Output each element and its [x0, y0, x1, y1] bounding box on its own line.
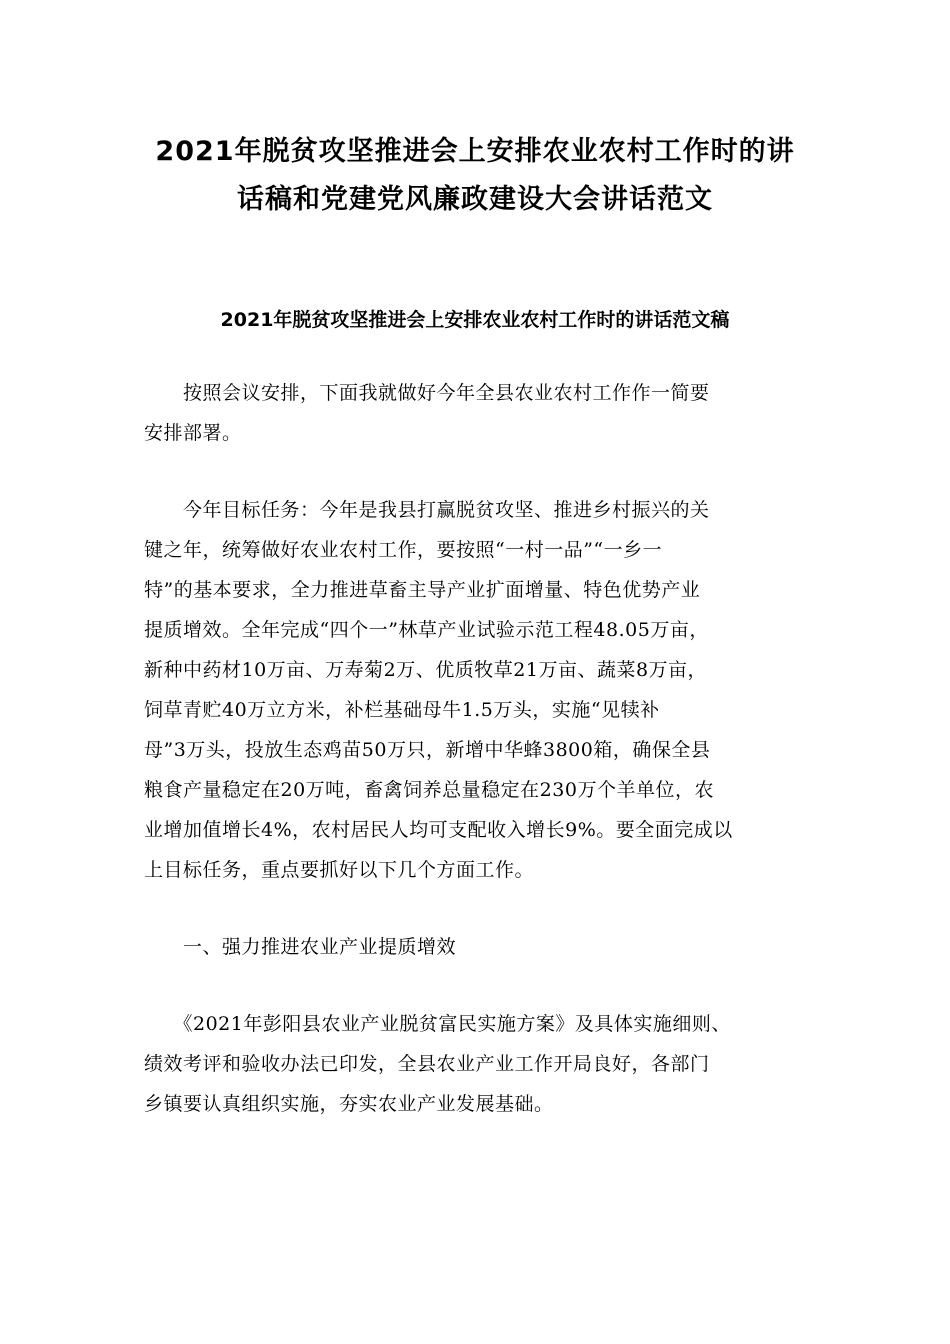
paragraph-line: 业增加值增长4%，农村居民人均可支配收入增长9%。要全面完成以: [144, 819, 733, 841]
paragraph-line: 粮食产量稳定在20万吨，畜禽饲养总量稳定在230万个羊单位，农: [144, 779, 714, 801]
document-title-line: 2021年脱贫攻坚推进会上安排农业农村工作时的讲: [155, 136, 795, 167]
section-subtitle: 2021年脱贫攻坚推进会上安排农业农村工作时的讲话范文稿: [220, 309, 730, 331]
paragraph-intro: [144, 373, 806, 453]
paragraph-line: 上目标任务，重点要抓好以下几个方面工作。: [144, 859, 535, 881]
paragraph-line: 一、强力推进农业产业提质增效: [144, 936, 457, 958]
paragraph-line: 新种中药材10万亩、万寿菊2万、优质牧草21万亩、蔬菜8万亩，: [144, 659, 708, 681]
paragraph-line: 饲草青贮40万立方米，补栏基础母牛1.5万头，实施“见犊补: [144, 699, 660, 721]
paragraph-line: 安排部署。: [144, 422, 242, 444]
paragraph-line: 按照会议安排，下面我就做好今年全县农业农村工作作一简要: [144, 382, 710, 404]
document-title: [144, 128, 806, 224]
paragraph-line: 特”的基本要求，全力推进草畜主导产业扩面增量、特色优势产业: [144, 579, 701, 601]
paragraph-line: 今年目标任务：今年是我县打赢脱贫攻坚、推进乡村振兴的关: [144, 499, 710, 521]
paragraph-line: 绩效考评和验收办法已印发，全县农业产业工作开局良好，各部门: [144, 1053, 710, 1075]
paragraph-line: 提质增效。全年完成“四个一”林草产业试验示范工程48.05万亩，: [144, 619, 709, 641]
paragraph-targets: [144, 490, 806, 890]
paragraph-line: 母”3万头，投放生态鸡苗50万只，新增中华蜂3800箱，确保全县: [144, 739, 711, 761]
paragraph-line: 《2021年彭阳县农业产业脱贫富民实施方案》及具体实施细则、: [144, 1013, 731, 1035]
section-heading: [144, 927, 806, 967]
paragraph-line: 键之年，统筹做好农业农村工作，要按照“一村一品”“一乡一: [144, 539, 663, 561]
document-title-line: 话稿和党建党风廉政建设大会讲话范文: [237, 184, 713, 215]
paragraph-plan: [144, 1004, 806, 1124]
paragraph-line: 乡镇要认真组织实施，夯实农业产业发展基础。: [144, 1093, 554, 1115]
